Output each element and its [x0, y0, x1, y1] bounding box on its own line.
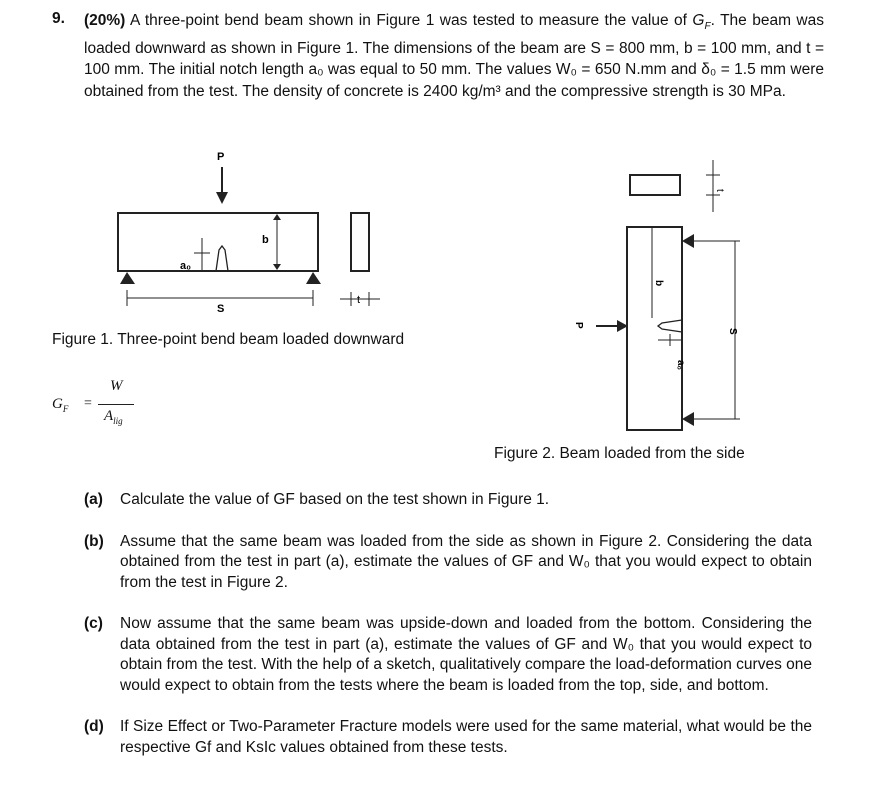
part-label: (c): [84, 615, 103, 632]
formula-fraction-bar: [98, 404, 134, 405]
fig1-right-support: [306, 272, 321, 284]
intro-text-1: A three-point bend beam shown in Figure 1 was tested to measure the value of: [125, 12, 693, 29]
figure-1-caption: Figure 1. Three-point bend beam loaded downward: [52, 331, 405, 348]
fig1-depth-label: b: [262, 234, 269, 246]
figure-2-caption: Figure 2. Beam loaded from the side: [494, 445, 745, 462]
fig1-load-arrowhead: [216, 192, 228, 204]
intro-text-2: . The beam was loaded downward as shown in Figure 1. The dimensions of the beam are: [84, 12, 824, 57]
fig2-bottom-support: [682, 412, 694, 426]
fig2-cross-section: [630, 175, 680, 195]
fig2-notch-label: a₀: [675, 360, 686, 371]
intro-dims: S = 800 mm, b = 100 mm, and t = 100 mm.: [84, 39, 824, 79]
fig2-thickness-label: t: [714, 189, 725, 192]
formula-lhs: $G_F$: [52, 396, 69, 414]
fig1-load-label: P: [217, 151, 225, 163]
question-weight: (20%): [84, 12, 126, 29]
formula-denominator: $A_{lig}$: [104, 408, 123, 426]
question-parts: [84, 490, 812, 779]
fig1-notch: [216, 246, 228, 271]
gf-symbol: $G_F$: [692, 12, 711, 33]
fig1-beam: [118, 213, 318, 271]
figure-2-diagram: [560, 150, 760, 440]
fig2-depth-label: b: [653, 280, 664, 287]
fig1-span-label: S: [217, 303, 225, 315]
fig2-span-label: S: [727, 328, 738, 335]
intro-text-3: The initial notch length a₀ was equal to 50 mm. The values W₀ = 650 N.mm and δ₀ = 1.5 mm were obtained from the test. The density of concrete is 2400 kg/m³ and the compressive strength is 30 MPa.: [84, 61, 824, 100]
part-label: (a): [84, 491, 103, 508]
fig1-thickness-label: t: [357, 294, 361, 306]
part-text: Assume that the same beam was loaded from the side as shown in Figure 2. Considering the data obtained from the test in part (a), estimate the values of GF and W₀ that you would expect to obtain from the test in Figure 2.: [120, 532, 812, 591]
part-text: If Size Effect or Two-Parameter Fracture models were used for the same material, what would be the respective Gf and KsIc values obtained from these tests.: [120, 718, 812, 756]
part-label: (d): [84, 718, 104, 735]
part-text: Now assume that the same beam was upside-down and loaded from the bottom. Considering the data obtained from the test in part (a), estimate the values of GF and W₀ that you would expect to obtain from the test. With the help of a sketch, qualitatively compare the load-deformation curves one would expect to obtain from the tests where the beam is loaded from the top, side, and bottom.: [120, 615, 812, 694]
fig1-left-support: [120, 272, 135, 284]
formula-equals: =: [84, 396, 92, 411]
part-b: [84, 532, 812, 594]
part-a: [84, 490, 812, 511]
question-intro: [84, 10, 824, 102]
part-c: [84, 614, 812, 696]
figure-1-diagram: [110, 140, 410, 325]
fig1-notch-label: a₀: [180, 260, 192, 272]
part-label: (b): [84, 532, 104, 550]
part-d: [84, 717, 812, 758]
fig2-notch: [658, 320, 682, 332]
fig1-cross-section: [351, 213, 369, 271]
formula-numerator: W: [110, 378, 123, 394]
fig2-top-support: [682, 234, 694, 248]
fig2-load-label: P: [573, 322, 584, 329]
question-number: 9.: [52, 10, 65, 27]
part-text: Calculate the value of GF based on the test shown in Figure 1.: [120, 491, 550, 508]
fig2-beam: [627, 227, 682, 430]
